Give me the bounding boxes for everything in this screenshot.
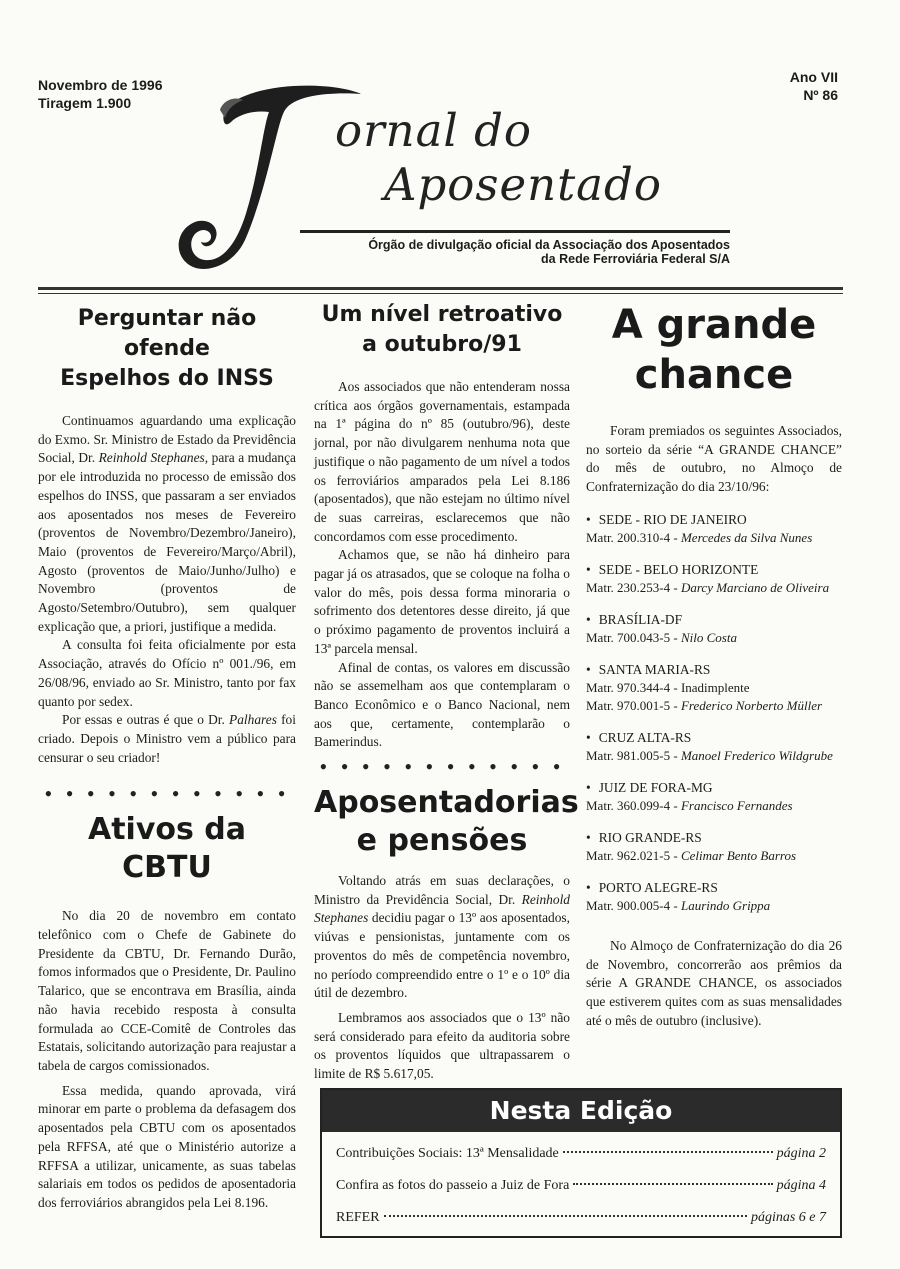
winner-location: • CRUZ ALTA-RS [586,729,842,747]
winner-location: • BRASÍLIA-DF [586,611,842,629]
article-aposentadorias-body [314,872,570,1084]
paragraph: Lembramos aos associados que o 13º não será considerado para efeito da auditoria sobre os proventos líquidos que ultrapassarem o limite de R$ 5.617,05. [314,1009,570,1082]
winner-item [586,611,842,647]
winner-registration: Matr. 700.043-5 - Nilo Costa [586,629,737,645]
article-grande-chance-body [586,422,842,1030]
toc-item[interactable] [322,1170,840,1202]
toc-item-label: Contribuições Sociais: 13ª Mensalidade [336,1146,559,1161]
headline-line: Perguntar não ofende [77,306,257,361]
masthead-title-line2: Aposentado [384,158,662,211]
winner-name: Francisco Fernandes [680,797,793,813]
winner-location: • SANTA MARIA-RS [586,661,842,679]
toc-title: Nesta Edição [322,1090,840,1132]
person-name: Palhares [229,712,277,728]
winner-registration: Matr. 962.021-5 - Celimar Bento Barros [586,847,797,863]
paragraph: Afinal de contas, os valores em discussão não se assemelham aos que contemplaram o Banco Econômico e o Banco Nacional, nem aos que, certamente, contemplarão o Bamerindus. [314,659,570,750]
winner-item [586,561,842,597]
winner-name: Frederico Norberto Müller [680,697,823,713]
headline-line: Aposentadorias [314,785,579,821]
headline-line: e pensões [356,823,528,859]
masthead-meta-right [790,68,838,104]
toc-item-page: página 2 [776,1146,826,1161]
winner-item [586,661,842,715]
winner-name: Nilo Costa [680,629,737,645]
separator-dots: • • • • • • • • • • • • [44,781,290,807]
toc-item-label: REFER [336,1210,380,1225]
article-aposentadorias-headline [314,784,579,860]
masthead-meta-left [38,76,163,112]
winner-item [586,879,842,915]
headline-line: Ativos da [87,812,247,848]
toc-item[interactable] [322,1202,840,1234]
toc-box [320,1088,842,1238]
section-divider [38,287,843,294]
subtitle-line1: Órgão de divulgação oficial da Associação dos Aposentados [368,238,730,252]
print-run: Tiragem 1.900 [38,95,132,111]
paragraph: Voltando atrás em suas declarações, o Ministro da Previdência Social, Dr. Reinhold Stephanes decidiu pagar o 13º aos aposentados, viúvas e pensionistas, juntamente com os proventos do mês de competência novembro, no período compreendido entre o 1º e o 10º dia útil de dezembro. [314,873,570,1001]
article-grande-chance-headline [586,300,842,400]
column-middle [314,302,579,1084]
paragraph: Foram premiados os seguintes Associados, no sorteio da série “A GRANDE CHANCE” do mês de outubro, no Almoço de Confraternização do dia 23/10/96: [586,423,842,495]
toc-leader [573,1183,772,1185]
issue-number: Nº 86 [803,87,838,103]
toc-item-page: páginas 6 e 7 [750,1210,826,1225]
paragraph: No Almoço de Confraternização do dia 26 de Novembro, concorrerão aos prêmios da série A GRANDE CHANCE, os associados que estiverem quites com as suas mensalidades até o mês de outubro (inclusive). [586,937,842,1028]
winner-item [586,779,842,815]
person-name: Reinhold Stephanes [314,891,570,926]
column-left [38,302,296,1213]
masthead-rule [300,230,730,233]
headline-line: Espelhos do INSS [60,366,274,391]
paragraph: A consulta foi feita oficialmente por esta Associação, através do Ofício nº 001./96, em 26/08/96, enviado ao Sr. Ministro, tanto por fax quanto por sedex. [38,637,296,709]
column-right [586,300,842,1030]
paragraph: Achamos que, se não há dinheiro para pagar já os atrasados, que se coloque na folha o valor do mês, pois dessa forma minoraria o sofrimento dos detentores desse direito, já que o próximo pagamento de proventos incluirá a 13ª parcela mensal. [314,547,570,656]
winners-list [586,511,842,915]
article-nivel-headline [314,300,570,360]
winner-location: • JUIZ DE FORA-MG [586,779,842,797]
headline-line: chance [634,352,794,398]
winner-registration: Matr. 360.099-4 - Francisco Fernandes [586,797,793,813]
winner-registration: Matr. 981.005-5 - Manoel Frederico Wildgrube [586,747,833,763]
winner-item [586,729,842,765]
article-cbtu-headline [38,811,296,887]
winner-name: Mercedes da Silva Nunes [680,529,813,545]
separator-dots: • • • • • • • • • • • • [319,754,565,780]
article-inss-headline [38,304,296,394]
issue-date: Novembro de 1996 [38,77,163,93]
toc-item[interactable] [322,1138,840,1170]
article-cbtu-body [38,907,296,1212]
article-nivel-body [314,378,570,752]
winner-item [586,511,842,547]
headline-line: A grande [611,302,817,348]
winner-location: • SEDE - BELO HORIZONTE [586,561,842,579]
winner-item [586,829,842,865]
toc-leader [563,1151,773,1153]
paragraph: Por essas e outras é que o Dr. Palhares foi criado. Depois o Ministro vem a público para censurar o seu criador! [38,712,296,765]
paragraph: Essa medida, quando aprovada, virá minorar em parte o problema da defasagem dos aposentados pela CBTU com os aposentados pela RFFSA, até que o Ministério autorize a RFFSA a utilizar, unicamente, as suas tabelas salariais em todos os pedidos de aposentadoria dos ferroviários abrangidos pela Lei 8.196. [38,1082,296,1210]
winner-registration: Matr. 970.001-5 - Frederico Norberto Müller [586,697,823,713]
masthead-title-line1: ornal do [335,104,533,157]
headline-line: a outubro/91 [362,332,522,357]
winner-location: • PORTO ALEGRE-RS [586,879,842,897]
paragraph: No dia 20 de novembro em contato telefônico com o Chefe de Gabinete do Presidente da CBTU, Dr. Fernando Durão, fomos informados que o Presidente, Dr. Paulino Talarico, que se encontrava em Brasília, ainda não havia recebido resposta à consulta formulada ao CCE-Comitê de Controles das Estatais, solicitando autorização para reajustar a tabela de cargos comissionados. [38,908,296,1073]
winner-name: Laurindo Grippa [680,897,771,913]
winner-name: Manoel Frederico Wildgrube [680,747,833,763]
winner-name: Darcy Marciano de Oliveira [680,579,830,595]
headline-line: Um nível retroativo [321,302,563,327]
person-name: Reinhold Stephanes [98,450,205,466]
winner-registration: Matr. 900.005-4 - Laurindo Grippa [586,897,771,913]
subtitle-line2: da Rede Ferroviária Federal S/A [541,252,730,266]
winner-location: • SEDE - RIO DE JANEIRO [586,511,842,529]
paragraph: Aos associados que não entenderam nossa crítica aos órgãos governamentais, estampada na 1ª página do nº 85 (outubro/96), deste jornal, por não divulgarem nenhuma nota que justifique o não pagamento de um nível a todos os ferroviários amparados pela Lei 8.186 (aposentados), que não estejam no último nível de suas carreiras, esclarecemos que não concordamos com esse procedimento. [314,379,570,544]
toc-list [322,1132,840,1234]
toc-leader [384,1215,747,1217]
headline-line: CBTU [122,850,212,886]
article-inss-body [38,412,296,767]
winner-name: Celimar Bento Barros [680,847,797,863]
masthead-subtitle [296,238,730,266]
winner-registration: Matr. 230.253-4 - Darcy Marciano de Oliveira [586,579,830,595]
toc-item-page: página 4 [776,1178,826,1193]
issue-year: Ano VII [789,69,838,85]
winner-registration: Matr. 970.344-4 - Inadimplente [586,679,750,695]
winner-registration: Matr. 200.310-4 - Mercedes da Silva Nunes [586,529,813,545]
paragraph: Continuamos aguardando uma explicação do Exmo. Sr. Ministro de Estado da Previdência Social, Dr. Reinhold Stephanes, para a mudança por ele introduzida no processo de emissão dos espelhos do INSS, que passaram a ser enviados aos aposentados nos meses de Fevereiro (proventos de Novembro/Dezembro/Janeiro), Maio (proventos de Fevereiro/Março/Abril), Agosto (proventos de Maio/Junho/Julho) e Novembro (proventos de Agosto/Setembro/Outubro), sem qualquer explicação que, a priori, justifique a medida. [38,413,296,634]
winner-location: • RIO GRANDE-RS [586,829,842,847]
toc-item-label: Confira as fotos do passeio a Juiz de Fora [336,1178,570,1193]
